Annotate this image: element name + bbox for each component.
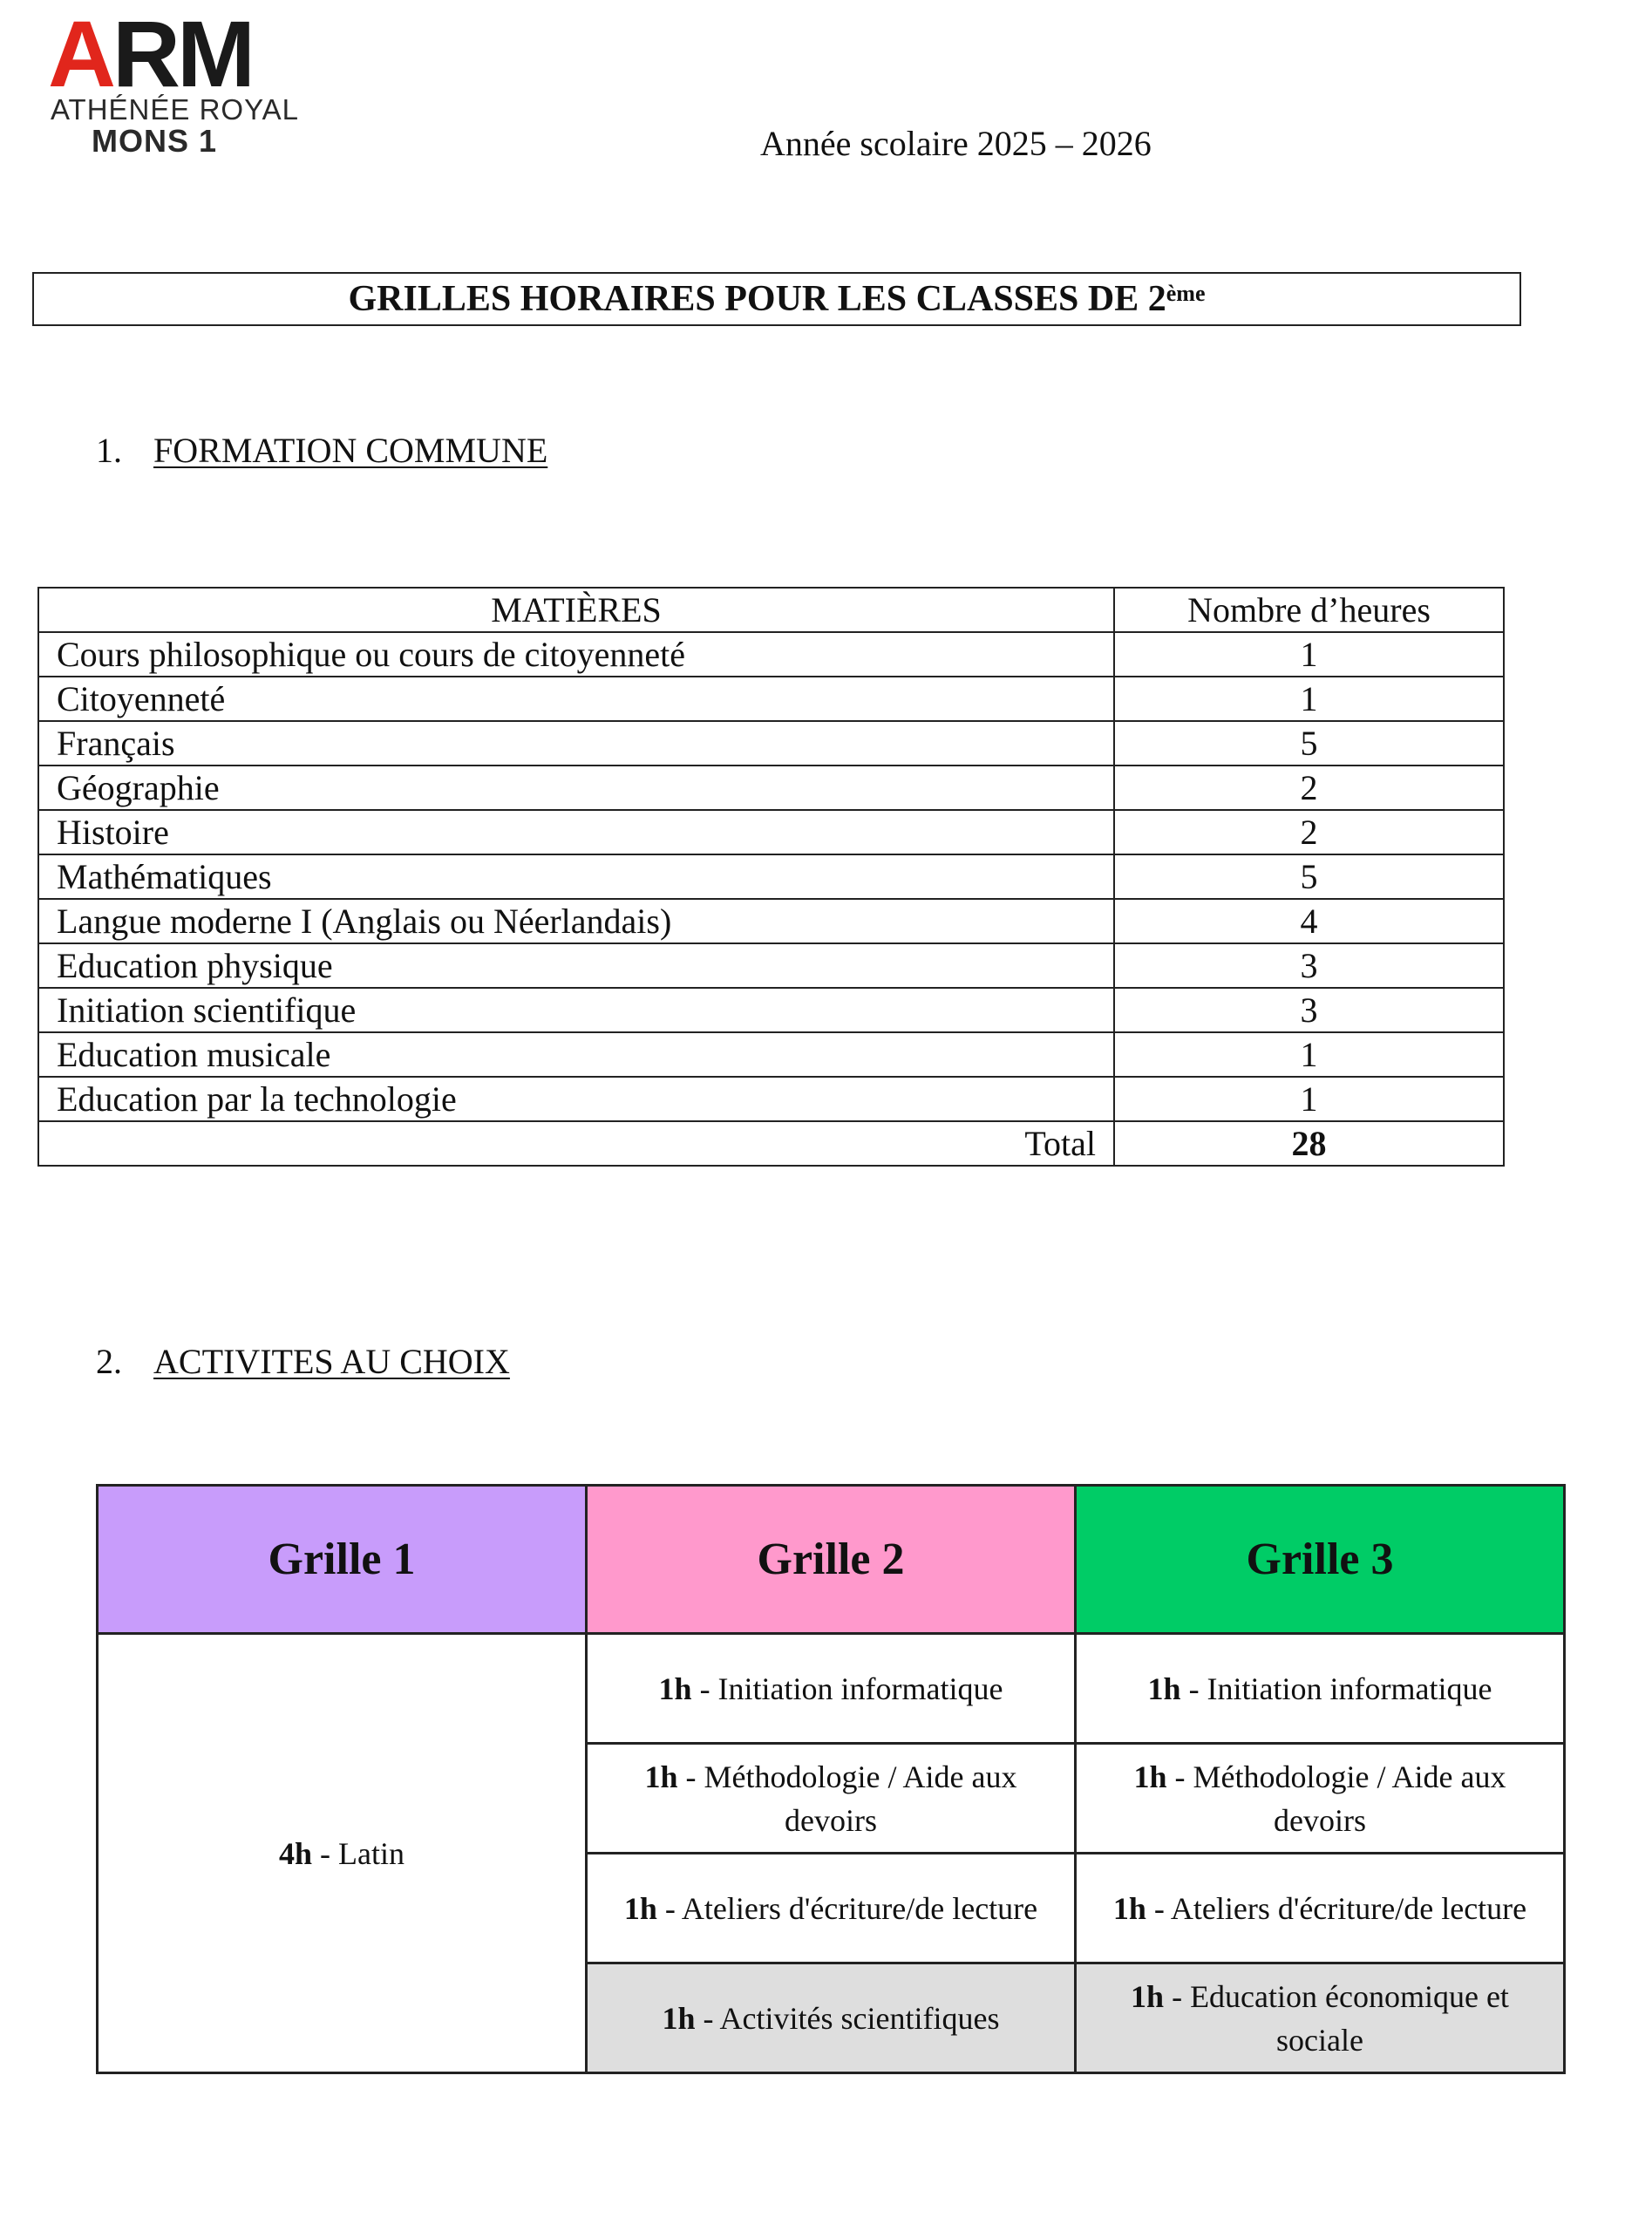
hours-cell: 1 <box>1114 632 1504 677</box>
table-row <box>38 810 1504 854</box>
grille-3-cell <box>1076 1854 1565 1963</box>
column-header-hours: Nombre d’heures <box>1114 588 1504 632</box>
activity-hours: 1h <box>662 2000 696 2036</box>
table-row <box>38 721 1504 766</box>
subject-cell: Histoire <box>38 810 1114 854</box>
grille-2-cell <box>587 1854 1076 1963</box>
total-value: 28 <box>1114 1121 1504 1166</box>
logo-letter-a: A <box>48 1 112 106</box>
document-title-box <box>32 272 1521 326</box>
table-row <box>38 943 1504 988</box>
table-row <box>38 677 1504 721</box>
document-title-sup: ème <box>1166 281 1206 306</box>
activity-hours: 1h <box>1147 1671 1181 1706</box>
subject-cell: Citoyenneté <box>38 677 1114 721</box>
section-heading-2 <box>96 1340 510 1384</box>
subject-cell: Français <box>38 721 1114 766</box>
grille-3-cell <box>1076 1634 1565 1744</box>
activity-hours: 1h <box>644 1759 678 1794</box>
grille-3-header: Grille 3 <box>1076 1486 1565 1634</box>
logo-letters <box>48 1 252 106</box>
grille-2-cell <box>587 1963 1076 2073</box>
activity-label: - Initiation informatique <box>1180 1671 1492 1706</box>
activity-label: - Ateliers d'écriture/de lecture <box>656 1890 1038 1926</box>
activity-label: - Latin <box>312 1835 405 1871</box>
hours-cell: 2 <box>1114 766 1504 810</box>
total-row <box>38 1121 1504 1166</box>
grille-2-cell <box>587 1634 1076 1744</box>
grille-2-header: Grille 2 <box>587 1486 1076 1634</box>
hours-cell: 5 <box>1114 721 1504 766</box>
total-label: Total <box>38 1121 1114 1166</box>
hours-cell: 3 <box>1114 943 1504 988</box>
activity-label: - Ateliers d'écriture/de lecture <box>1146 1890 1527 1926</box>
activity-hours: 1h <box>658 1671 692 1706</box>
document-title-main: GRILLES HORAIRES POUR LES CLASSES DE 2 <box>348 279 1166 319</box>
table-row <box>38 1077 1504 1121</box>
grille-3-cell <box>1076 1963 1565 2073</box>
hours-cell: 4 <box>1114 899 1504 943</box>
activity-hours: 4h <box>279 1835 313 1871</box>
grille-1-header: Grille 1 <box>98 1486 587 1634</box>
subject-cell: Langue moderne I (Anglais ou Néerlandais) <box>38 899 1114 943</box>
section-title: FORMATION COMMUNE <box>153 431 548 470</box>
logo-letters-rm: RM <box>112 1 252 106</box>
subject-cell: Education musicale <box>38 1032 1114 1077</box>
table-header-row <box>38 588 1504 632</box>
column-header-subjects: MATIÈRES <box>38 588 1114 632</box>
table-row <box>38 632 1504 677</box>
grille-1-cell <box>98 1634 587 2073</box>
table-row <box>38 1032 1504 1077</box>
table-row <box>38 899 1504 943</box>
elective-activities-table <box>96 1484 1566 2074</box>
section-number: 1. <box>96 431 122 470</box>
section-title: ACTIVITES AU CHOIX <box>153 1342 510 1381</box>
hours-cell: 1 <box>1114 1032 1504 1077</box>
activity-hours: 1h <box>1112 1890 1146 1926</box>
grille-2-cell <box>587 1744 1076 1854</box>
activity-hours: 1h <box>623 1890 657 1926</box>
logo-line-2: MONS 1 <box>92 123 218 159</box>
school-logo <box>48 1 300 159</box>
hours-cell: 1 <box>1114 1077 1504 1121</box>
activity-hours: 1h <box>1133 1759 1167 1794</box>
grille-header-row <box>98 1486 1565 1634</box>
section-heading-1 <box>96 429 547 473</box>
subject-cell: Cours philosophique ou cours de citoyenneté <box>38 632 1114 677</box>
hours-cell: 1 <box>1114 677 1504 721</box>
activity-label: - Activités scientifiques <box>695 2000 1000 2036</box>
table-row <box>38 766 1504 810</box>
common-training-table <box>37 587 1505 1167</box>
hours-cell: 2 <box>1114 810 1504 854</box>
hours-cell: 5 <box>1114 854 1504 899</box>
activity-label: - Méthodologie / Aide aux devoirs <box>677 1759 1017 1838</box>
subject-cell: Education par la technologie <box>38 1077 1114 1121</box>
activity-label: - Education économique et sociale <box>1164 1978 1509 2058</box>
grille-3-cell <box>1076 1744 1565 1854</box>
document-title <box>348 279 1205 319</box>
school-year: Année scolaire 2025 – 2026 <box>760 124 1152 163</box>
section-number: 2. <box>96 1342 122 1381</box>
subject-cell: Géographie <box>38 766 1114 810</box>
activity-label: - Initiation informatique <box>691 1671 1003 1706</box>
activity-label: - Méthodologie / Aide aux devoirs <box>1166 1759 1506 1838</box>
subject-cell: Mathématiques <box>38 854 1114 899</box>
subject-cell: Initiation scientifique <box>38 988 1114 1032</box>
table-row <box>38 854 1504 899</box>
activity-hours: 1h <box>1131 1978 1165 2014</box>
hours-cell: 3 <box>1114 988 1504 1032</box>
subject-cell: Education physique <box>38 943 1114 988</box>
table-row <box>98 1634 1565 1744</box>
logo-line-1: ATHÉNÉE ROYAL <box>51 93 300 126</box>
table-row <box>38 988 1504 1032</box>
